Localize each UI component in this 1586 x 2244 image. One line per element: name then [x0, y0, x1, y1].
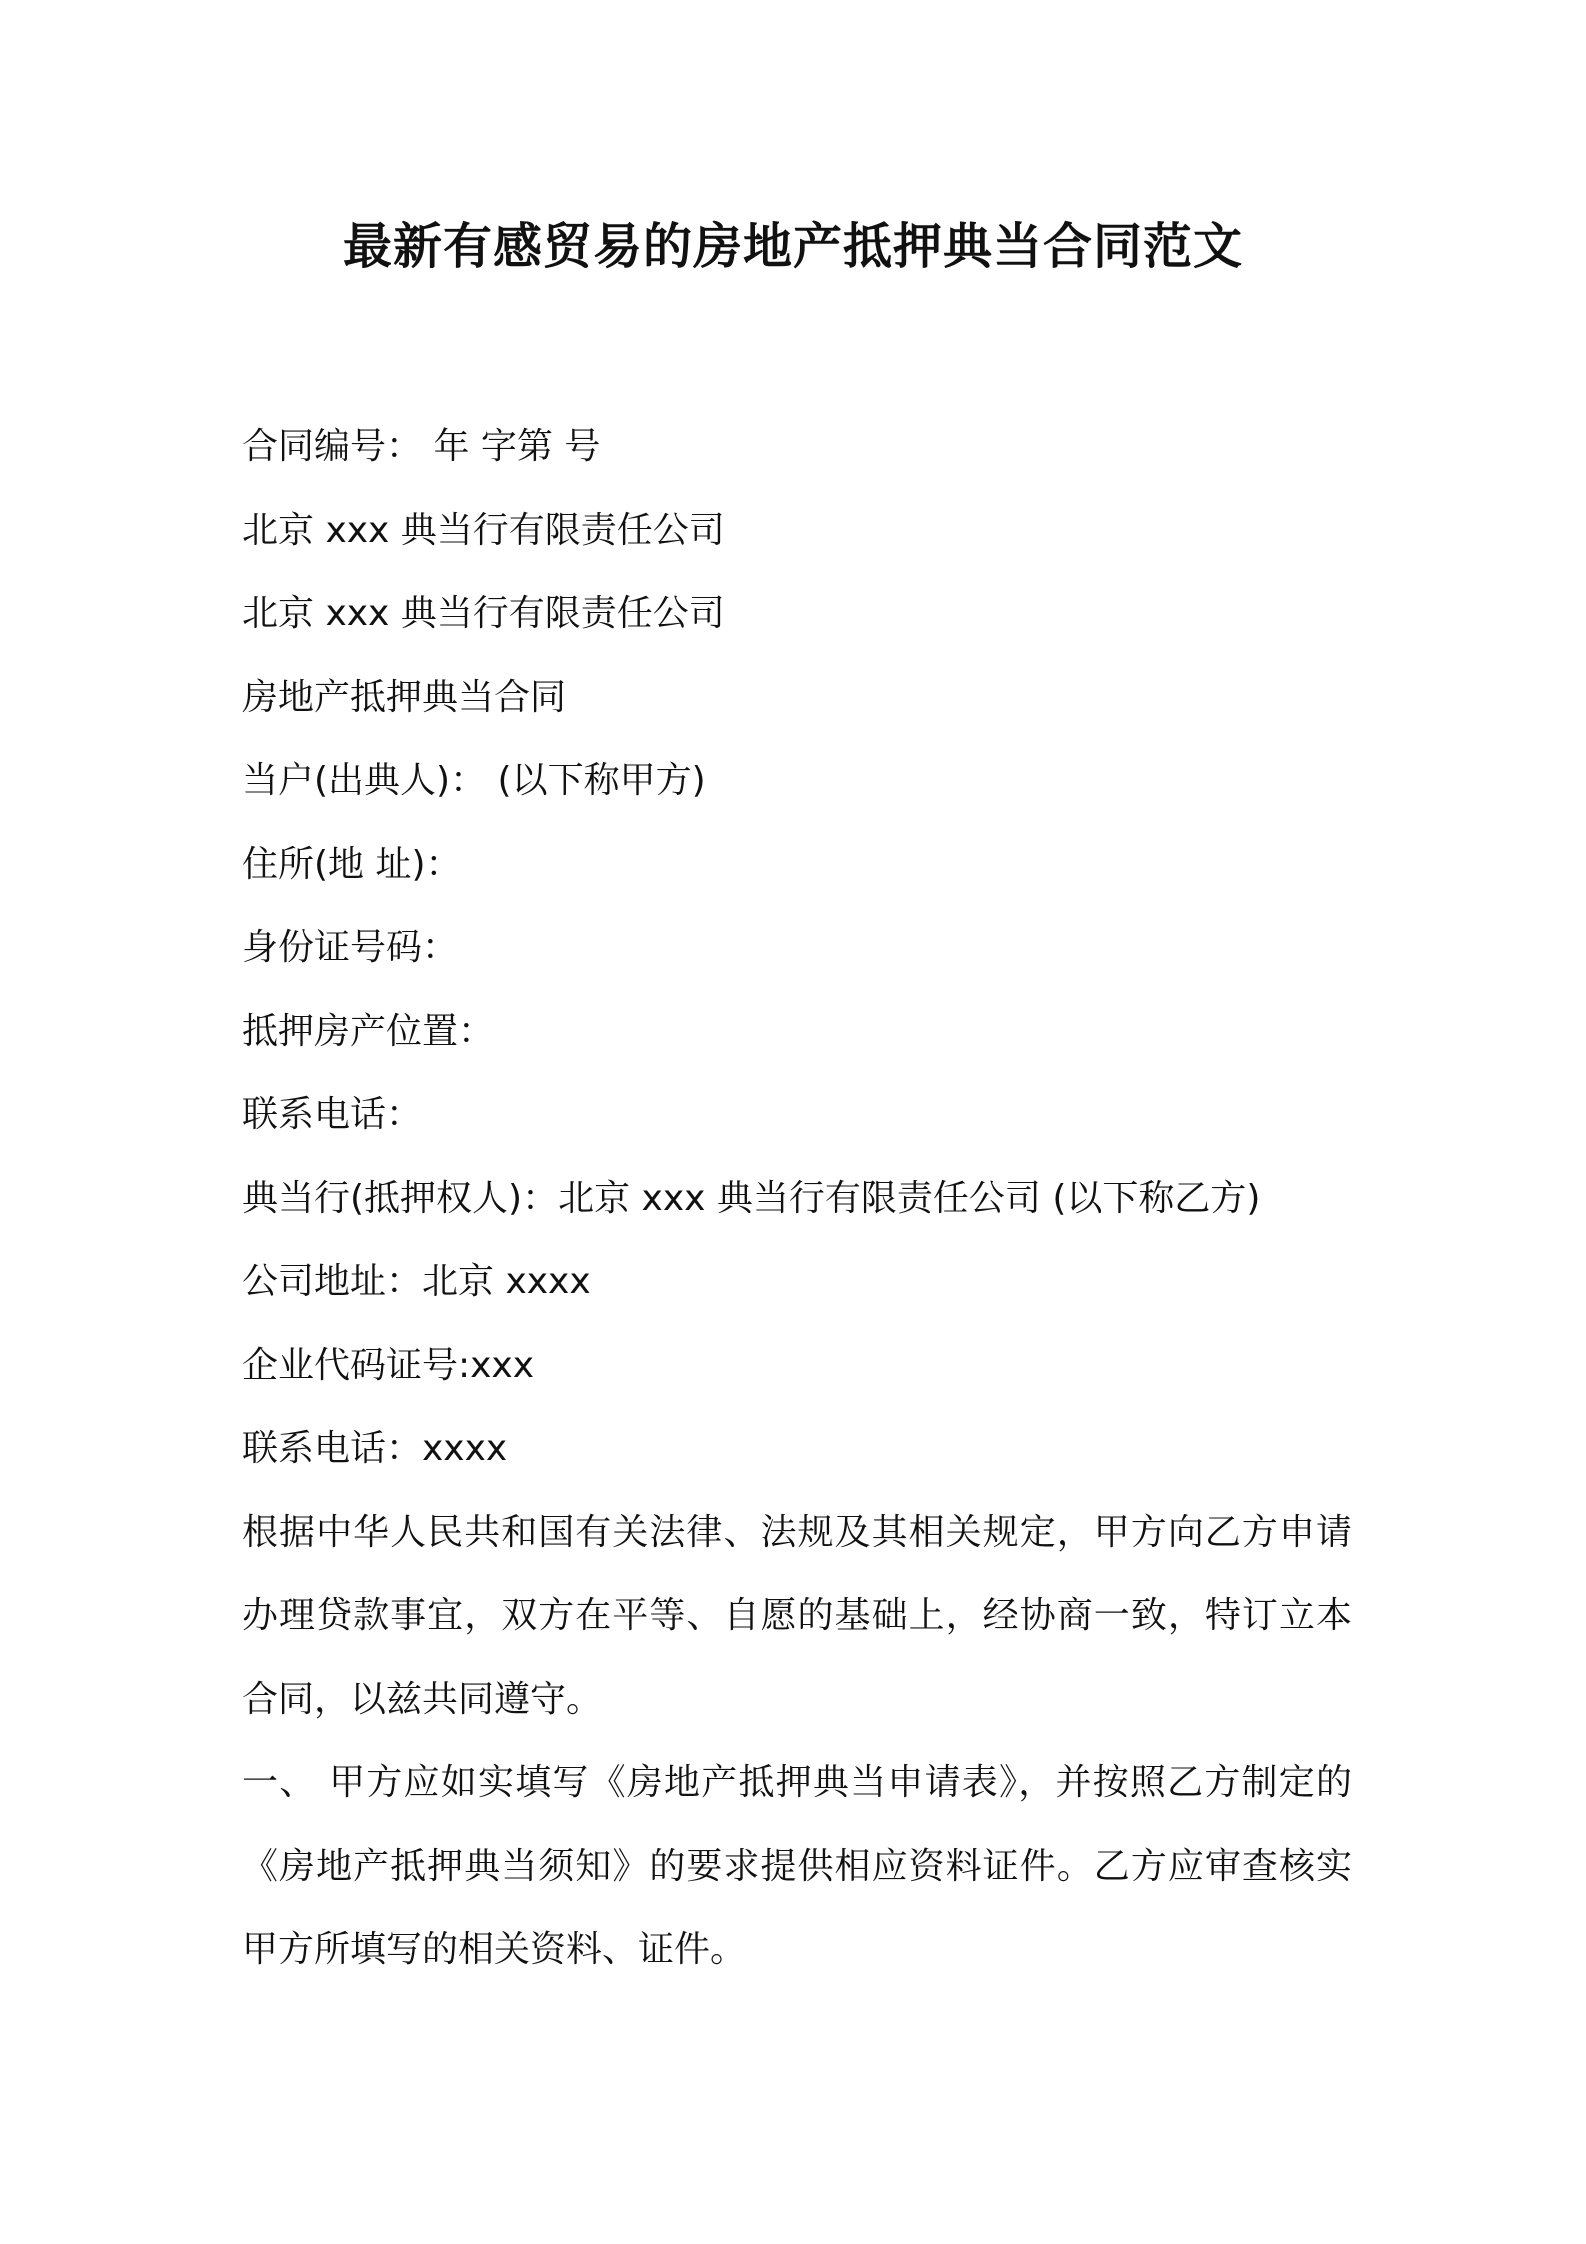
- document-body: [242, 405, 1352, 1992]
- party-a-line: 当户(出典人)： (以下称甲方): [242, 760, 706, 801]
- company-name-line-repeat: 北京 xxx 典当行有限责任公司: [242, 593, 725, 634]
- party-b-phone-line: 联系电话：xxxx: [242, 1428, 508, 1469]
- property-location-line: 抵押房产位置：: [242, 1010, 495, 1052]
- party-a-phone-line: 联系电话：: [242, 1094, 423, 1135]
- enterprise-code-line: 企业代码证号:xxx: [242, 1344, 535, 1386]
- company-name-line: 北京 xxx 典当行有限责任公司: [242, 509, 725, 551]
- contract-number-line: 合同编号： 年 字第 号: [242, 426, 601, 467]
- preamble-paragraph: 根据中华人民共和国有关法律、法规及其相关规定，甲方向乙方申请办理贷款事宜，双方在平等、自愿的基础上，经协商一致，特订立本合同，以兹共同遵守。: [242, 1511, 1352, 1720]
- company-address-line: 公司地址：北京 xxxx: [242, 1261, 591, 1302]
- document-title: 最新有感贸易的房地产抵押典当合同范文: [342, 218, 1243, 275]
- id-number-line: 身份证号码：: [242, 927, 459, 968]
- party-b-line: 典当行(抵押权人)：北京 xxx 典当行有限责任公司 (以下称乙方): [242, 1177, 1261, 1219]
- contract-type-line: 房地产抵押典当合同: [242, 676, 567, 718]
- clause-1-paragraph: 一、 甲方应如实填写《房地产抵押典当申请表》，并按照乙方制定的《房地产抵押典当须知》的要求提供相应资料证件。乙方应审查核实甲方所填写的相关资料、证件。: [242, 1762, 1352, 1970]
- party-a-address-line: 住所(地 址)：: [242, 843, 462, 885]
